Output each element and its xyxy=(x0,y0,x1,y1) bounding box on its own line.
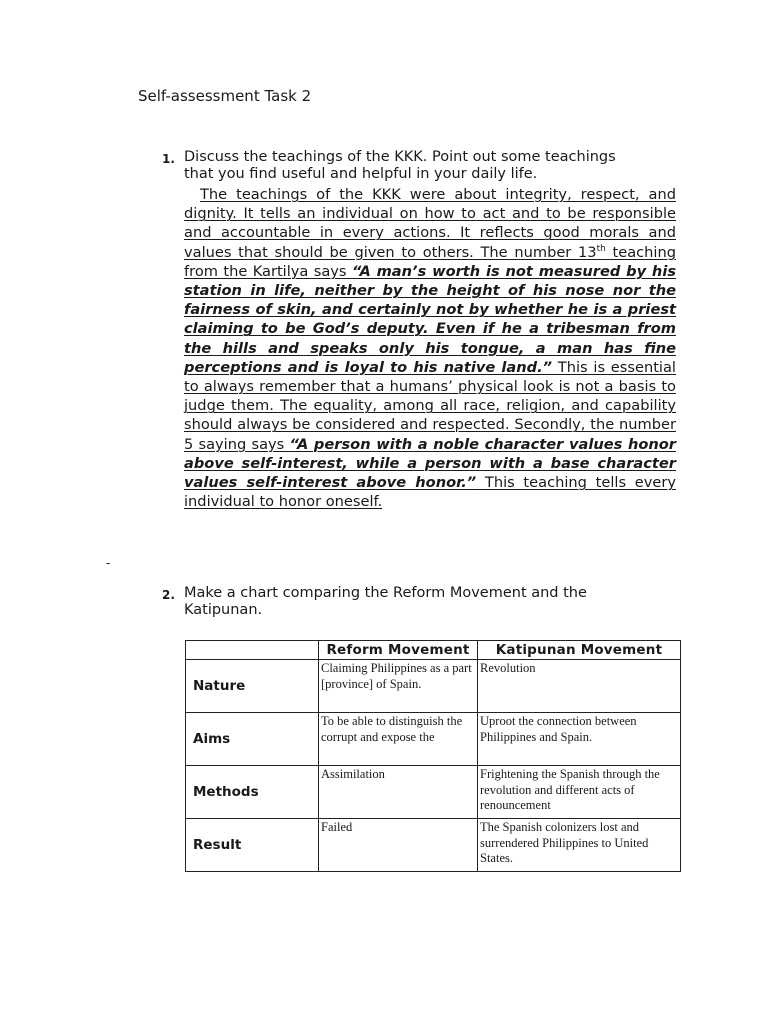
answer-part-3: This is essential to always remember that a humans’ physical look is not a basis to judge them. The equality, among all race, religion, and capability should always be considered and respected. Secondly, the number 5 saying says xyxy=(184,358,676,453)
cell-katipunan-aims: Uproot the connection between Philippines and Spain. xyxy=(478,713,681,766)
cell-katipunan-result: The Spanish colonizers lost and surrendered Philippines to United States. xyxy=(478,819,681,872)
row-label-result: Result xyxy=(186,819,319,872)
cell-katipunan-methods: Frightening the Spanish through the revolution and different acts of renouncement xyxy=(478,766,681,819)
table-row xyxy=(186,713,681,766)
row-label-nature: Nature xyxy=(186,660,319,713)
answer-part-4: This teaching tells every individual to honor oneself. xyxy=(184,474,676,511)
table-header-corner xyxy=(186,641,319,660)
table-row xyxy=(186,766,681,819)
kartilya-quote-13: “A man’s worth is not measured by his station in life, neither by the height of his nose nor the fairness of skin, and certainly not by whether he is a priest claiming to be God’s deputy. Even if he a tribesman from the hills and speaks only his tongue, a man has fine perceptions and is loyal to his native land.” xyxy=(184,262,677,376)
question-2-line-2: Katipunan. xyxy=(184,602,263,618)
page-title: Self-assessment Task 2 xyxy=(138,87,312,105)
table-header-row xyxy=(186,641,681,660)
answer-superscript: th xyxy=(596,243,606,254)
cell-katipunan-nature: Revolution xyxy=(478,660,681,713)
question-2-line-1: Make a chart comparing the Reform Movement and the xyxy=(184,585,587,601)
row-label-aims: Aims xyxy=(186,713,319,766)
kartilya-quote-5: “A person with a noble character values honor above self-interest, while a person with a base character values self-interest above honor.” xyxy=(184,435,676,492)
question-1-number: 1. xyxy=(162,152,175,166)
answer-part-2: teaching from the Kartilya says xyxy=(184,243,676,280)
table-row xyxy=(186,819,681,872)
cell-reform-aims: To be able to distinguish the corrupt and expose the xyxy=(319,713,478,766)
table-header-reform: Reform Movement xyxy=(319,641,478,660)
question-1-text xyxy=(184,149,616,183)
cell-reform-methods: Assimilation xyxy=(319,766,478,819)
stray-dash: - xyxy=(106,556,111,570)
comparison-table xyxy=(185,640,681,872)
question-2-number: 2. xyxy=(162,588,175,602)
question-1-line-1: Discuss the teachings of the KKK. Point out some teachings xyxy=(184,149,616,165)
row-label-methods: Methods xyxy=(186,766,319,819)
table-row xyxy=(186,660,681,713)
table-header-katipunan: Katipunan Movement xyxy=(478,641,681,660)
cell-reform-nature: Claiming Philippines as a part [province] of Spain. xyxy=(319,660,478,713)
question-1-answer xyxy=(184,185,676,511)
cell-reform-result: Failed xyxy=(319,819,478,872)
question-2-text xyxy=(184,585,587,619)
answer-part-1: The teachings of the KKK were about integrity, respect, and dignity. It tells an individual on how to act and to be responsible and accountable in every actions. It reflects good morals and values that should be given to others. The number 13 xyxy=(184,186,676,261)
question-1-line-2: that you find useful and helpful in your daily life. xyxy=(184,166,538,182)
